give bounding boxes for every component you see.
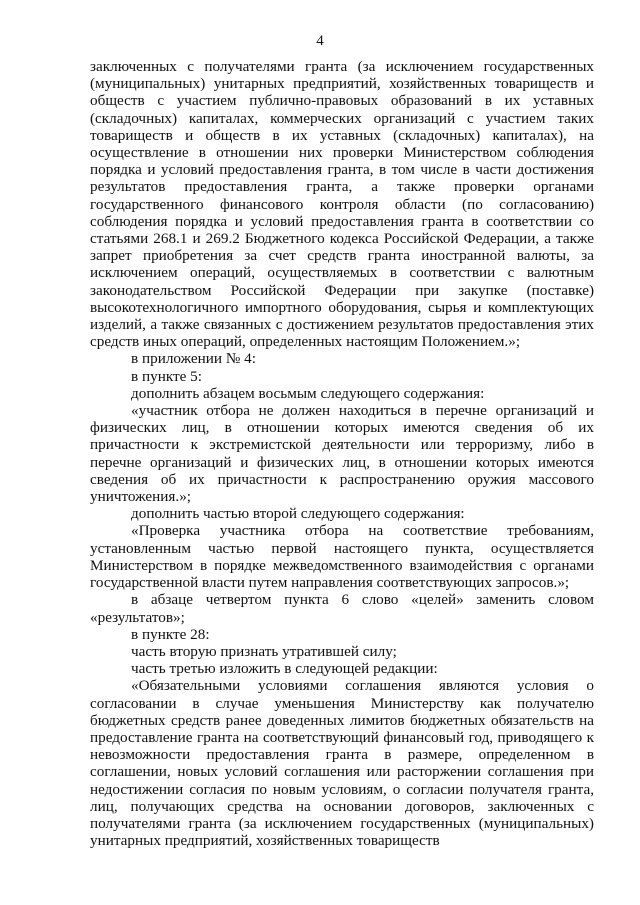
document-body	[90, 58, 594, 849]
page-number: 4	[316, 33, 324, 49]
paragraph-conditions-quote: «Обязательными условиями соглашения являются условия о согласовании в случае уменьшения Министерству как получателю бюджетных средств ранее доведенных лимитов бюджетных обязательств на предоставление гранта на соответствующий финансовый год, приводящего к невозможности предоставления гранта в размере, определенном в соглашении, новых условий соглашения или расторжении соглашения при недостижении согласия по новым условиям, о согласии получателя гранта, лиц, получающих средства на основании договоров, заключенных с получателями гранта (за исключением государственных (муниципальных) унитарных предприятий, хозяйственных товариществ	[90, 677, 594, 850]
paragraph-point-6-replace: в абзаце четвертом пункта 6 слово «целей» заменить словом «результатов»;	[90, 591, 594, 626]
paragraph-point-5: в пункте 5:	[131, 367, 202, 385]
paragraph-verification-quote: «Проверка участника отбора на соответствие требованиям, установленным частью первой настоящего пункта, осуществляется Министерством в порядке межведомственного взаимодействия с органами государственной власти путем направления соответствующих запросов.»;	[90, 522, 594, 592]
paragraph-continuation: заключенных с получателями гранта (за исключением государственных (муниципальных) унитарных предприятий, хозяйственных товариществ и обществ с участием публично-правовых образований в их уставных (складочных) капиталах, коммерческих организаций с участием таких товариществ и обществ в их уставных (складочных) капиталах), на осуществление в отношении них проверки Министерством соблюдения порядка и условий предоставления гранта, в том числе в части достижения результатов предоставления гранта, а также проверки органами государственного финансового контроля области (по согласованию) соблюдения порядка и условий предоставления гранта в соответствии со статьями 268.1 и 269.2 Бюджетного кодекса Российской Федерации, а также запрет приобретения за счет средств гранта иностранной валюты, за исключением операций, осуществляемых в соответствии с валютным законодательством Российской Федерации при закупке (поставке) высокотехнологичного импортного оборудования, сырья и комплектующих изделий, а также связанных с достижением результатов предоставления этих средств иных операций, определенных настоящим Положением.»;	[90, 58, 594, 351]
paragraph-appendix-4: в приложении № 4:	[131, 350, 256, 368]
paragraph-participant-quote: «участник отбора не должен находиться в перечне организаций и физических лиц, в отношении которых имеются сведения об их причастности к экстремистской деятельности или терроризму, либо в перечне организаций и физических лиц, в отношении которых имеются сведения об их причастности к распространению оружия массового уничтожения.»;	[90, 402, 594, 506]
paragraph-add-eighth-abzac: дополнить абзацем восьмым следующего содержания:	[131, 384, 485, 402]
paragraph-part-two-void: часть вторую признать утратившей силу;	[131, 642, 397, 660]
paragraph-point-28: в пункте 28:	[131, 625, 210, 643]
paragraph-add-second-part: дополнить частью второй следующего содержания:	[131, 505, 465, 523]
paragraph-part-three-new: часть третью изложить в следующей редакции:	[131, 660, 438, 678]
